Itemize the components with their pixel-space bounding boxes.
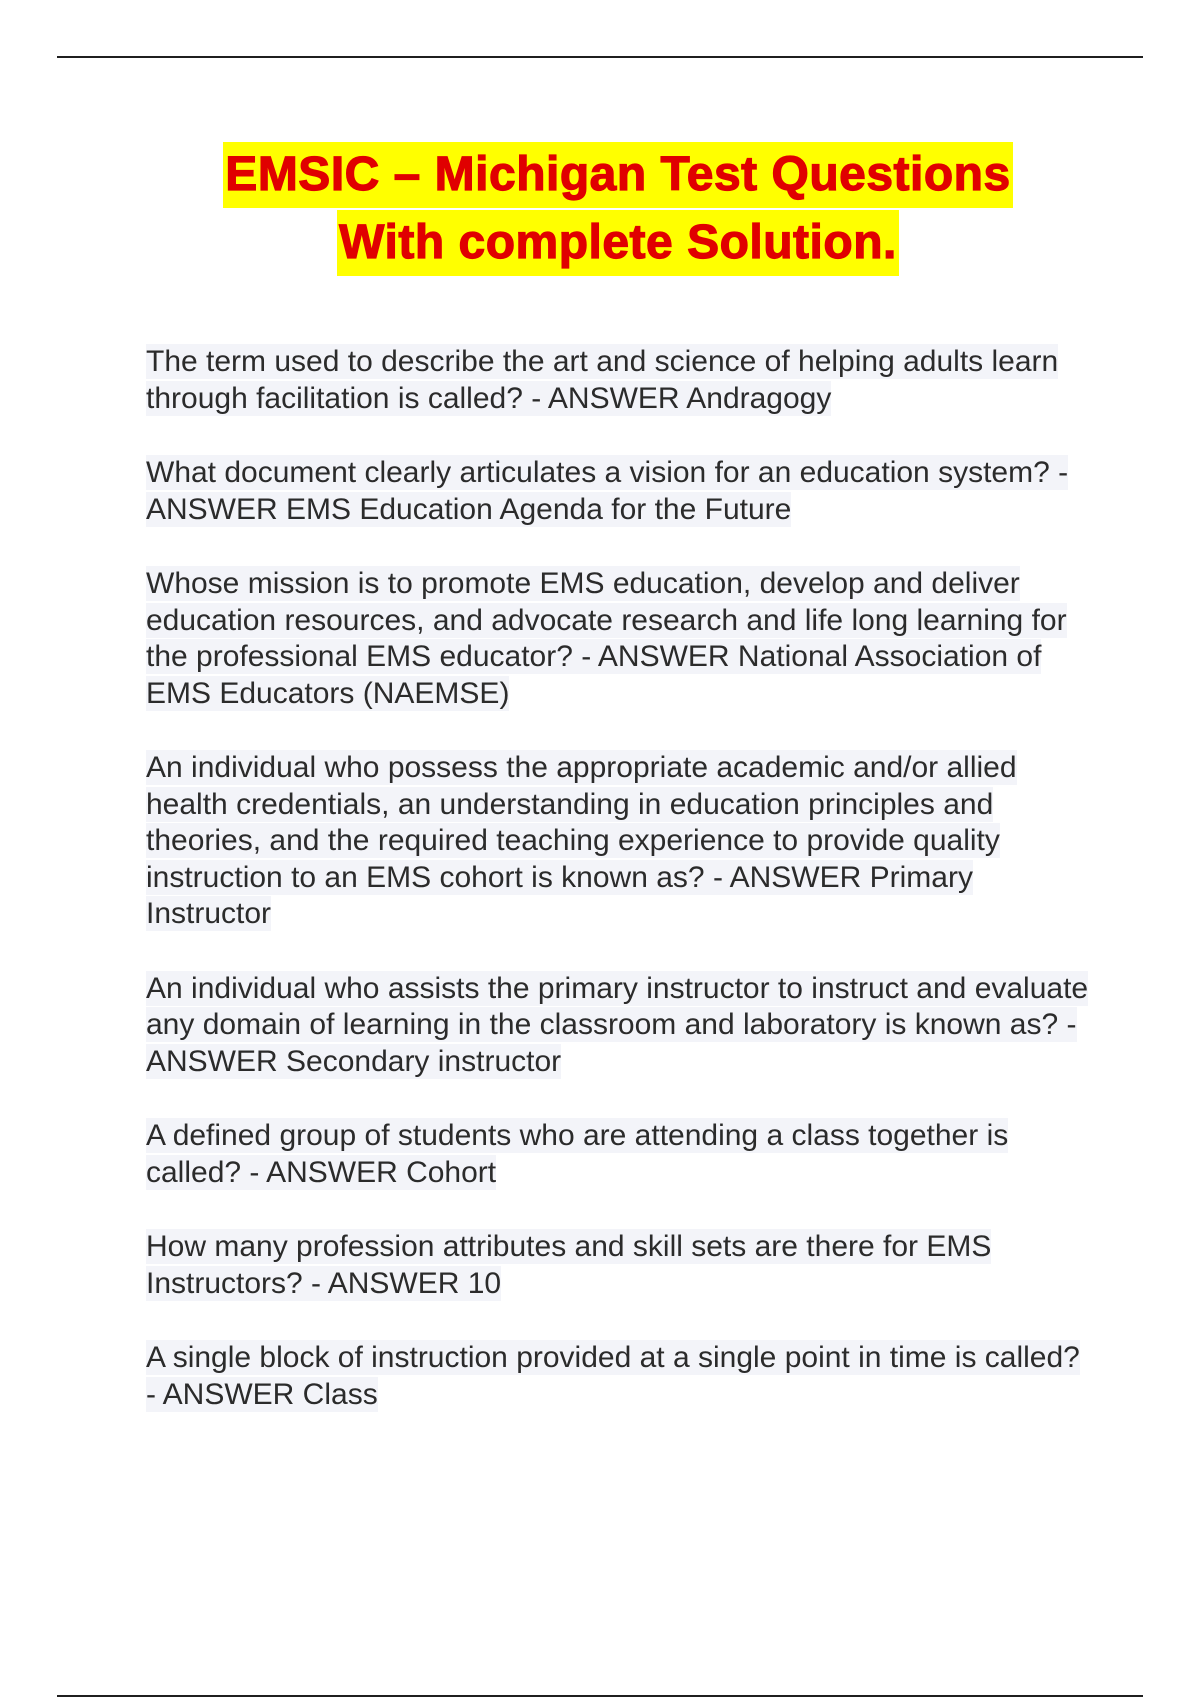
qa-item (146, 750, 1096, 933)
qa-item (146, 971, 1096, 1081)
qa-item (146, 1340, 1096, 1413)
qa-item (146, 344, 1096, 417)
qa-item (146, 455, 1096, 528)
qa-text: Whose mission is to promote EMS education, develop and deliver education resources, and advocate research and life long learning for the professional EMS educator? - ANSWER National Association of EMS Educators (NAEMSE) (146, 567, 1067, 710)
qa-text: An individual who possess the appropriate academic and/or allied health credentials, an understanding in education principles and theories, and the required teaching experience to provide quality instruction to an EMS cohort is known as? - ANSWER Primary Instructor (146, 751, 1017, 930)
qa-text: The term used to describe the art and science of helping adults learn through facilitation is called? - ANSWER Andragogy (146, 345, 1059, 415)
document-title (0, 142, 1200, 276)
qa-item (146, 1229, 1096, 1302)
title-line-2: With complete Solution. (337, 210, 899, 276)
qa-text: A single block of instruction provided at a single point in time is called? - ANSWER Class (146, 1341, 1080, 1411)
bottom-divider (57, 1695, 1143, 1697)
qa-text: An individual who assists the primary instructor to instruct and evaluate any domain of learning in the classroom and laboratory is known as? - ANSWER Secondary instructor (146, 971, 1089, 1078)
title-line-1: EMSIC – Michigan Test Questions (223, 142, 1012, 208)
qa-text: What document clearly articulates a vision for an education system? - ANSWER EMS Education Agenda for the Future (146, 456, 1069, 526)
top-divider (57, 56, 1143, 58)
qa-text: A defined group of students who are attending a class together is called? - ANSWER Cohort (146, 1119, 1009, 1189)
qa-item (146, 566, 1096, 712)
qa-list (146, 344, 1096, 1451)
qa-text: How many profession attributes and skill sets are there for EMS Instructors? - ANSWER 10 (146, 1230, 992, 1300)
qa-item (146, 1118, 1096, 1191)
